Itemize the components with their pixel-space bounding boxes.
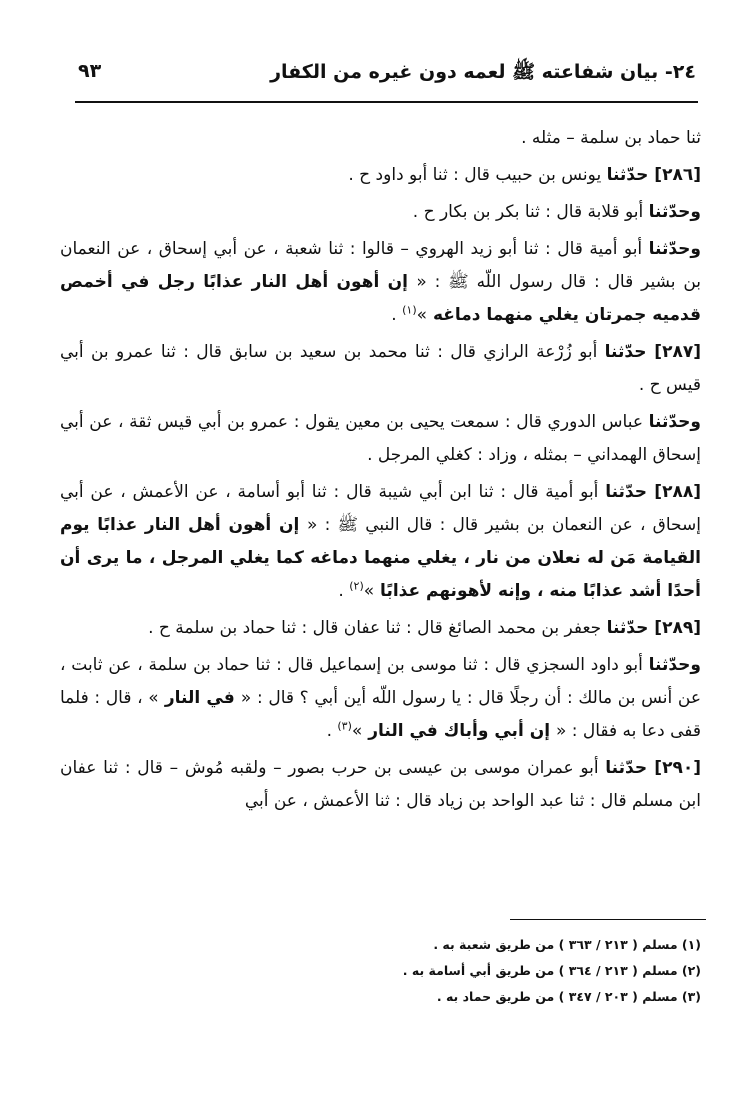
hadith-287: [٢٨٧] حدّثنا أبو زُرْعة الرازي قال : ثنا محمد بن سعيد بن سابق قال : ثنا عمرو بن أبي قيس ح . bbox=[60, 342, 701, 395]
hadith-number: [٢٨٩] bbox=[654, 618, 701, 638]
hadith-text: إن أهون أهل النار عذابًا يوم القيامة مَن له نعلان من نار ، يغلي منهما دماغه كما يغلي المرجل ، ما يرى أن أحدًا أشد عذابًا منه ، وإنه لأهونهم عذابًا bbox=[60, 515, 701, 601]
paragraph: وحدّثنا عباس الدوري قال : سمعت يحيى بن معين يقول : عمرو بن أبي قيس ثقة ، عن أبي إسحاق الهمداني – بمثله ، وزاد : كغلي المرجل . bbox=[60, 412, 701, 465]
footnote: (٢) مسلم ( ٢١٣ / ٣٦٤ ) من طريق أبي أسامة به . bbox=[402, 963, 701, 978]
hadith-number: [٢٩٠] bbox=[654, 758, 701, 778]
paragraph: ثنا حماد بن سلمة – مثله . bbox=[521, 128, 701, 148]
footnote-ref: (٣) bbox=[337, 719, 352, 733]
page-header bbox=[78, 60, 696, 94]
hadith-text: إن أهون أهل النار عذابًا رجل في أخمص قدميه جمرتان يغلي منهما دماغه bbox=[60, 272, 701, 325]
paragraph: وحدّثنا أبو قلابة قال : ثنا بكر بن بكار ح . bbox=[412, 202, 701, 222]
paragraph: وحدّثنا أبو داود السجزي قال : ثنا موسى بن إسماعيل قال : ثنا حماد بن سلمة ، عن ثابت ، عن أنس بن مالك : أن رجلًا قال : يا رسول اللّه أين أبي ؟ قال : « في النار » ، قال : فلما قفى دعا به فقال : « إن أبي وأباك في النار »$^{(٣)}$ . bbox=[60, 655, 702, 741]
hadith-288: [٢٨٨] حدّثنا أبو أمية قال : ثنا ابن أبي شيبة قال : ثنا أبو أسامة ، عن الأعمش ، عن أبي إسحاق ، عن النعمان بن بشير قال : قال النبي ﷺ : « إن أهون أهل النار عذابًا يوم القيامة مَن له نعلان من نار ، يغلي منهما دماغه كما يغلي المرجل ، ما يرى أن أحدًا أشد عذابًا منه ، وإنه لأهونهم عذابًا »$^{(٢)}$ . bbox=[60, 482, 701, 601]
paragraph: وحدّثنا أبو أمية قال : ثنا أبو زيد الهروي – قالوا : ثنا شعبة ، عن أبي إسحاق ، عن النعمان بن بشير قال : قال رسول اللّه ﷺ : « إن أهون أهل النار عذابًا رجل في أخمص قدميه جمرتان يغلي منهما دماغه »$^{(١)}$ . bbox=[60, 239, 701, 325]
footnotes bbox=[300, 932, 701, 1010]
hadith-290: [٢٩٠] حدّثنا أبو عمران موسى بن عيسى بن حرب بصور – ولقبه مُوش – قال : ثنا عفان ابن مسلم قال : ثنا عبد الواحد بن زياد قال : ثنا الأعمش ، عن أبي bbox=[60, 758, 701, 811]
header-rule bbox=[75, 101, 698, 103]
hadith-286: [٢٨٦] حدّثنا يونس بن حبيب قال : ثنا أبو داود ح . bbox=[348, 165, 701, 185]
hadith-text: إن أبي وأباك في النار bbox=[362, 721, 556, 741]
footnote-ref: (١) bbox=[402, 303, 417, 317]
chapter-title: ٢٤- بيان شفاعته ﷺ لعمه دون غيره من الكفار bbox=[270, 61, 696, 83]
hadith-text: في النار bbox=[158, 688, 241, 708]
hadith-number: [٢٨٦] bbox=[654, 165, 701, 185]
footnote-ref: (٢) bbox=[349, 579, 364, 593]
page-body bbox=[60, 122, 701, 822]
hadith-number: [٢٨٨] bbox=[654, 482, 701, 502]
page-number: ٩٣ bbox=[78, 60, 102, 82]
footnote: (٣) مسلم ( ٢٠٣ / ٣٤٧ ) من طريق حماد به . bbox=[436, 989, 701, 1004]
hadith-289: [٢٨٩] حدّثنا جعفر بن محمد الصائغ قال : ثنا عفان قال : ثنا حماد بن سلمة ح . bbox=[148, 618, 701, 638]
footnote-rule bbox=[510, 919, 706, 920]
footnote: (١) مسلم ( ٢١٣ / ٣٦٣ ) من طريق شعبة به . bbox=[433, 937, 701, 952]
hadith-number: [٢٨٧] bbox=[654, 342, 701, 362]
